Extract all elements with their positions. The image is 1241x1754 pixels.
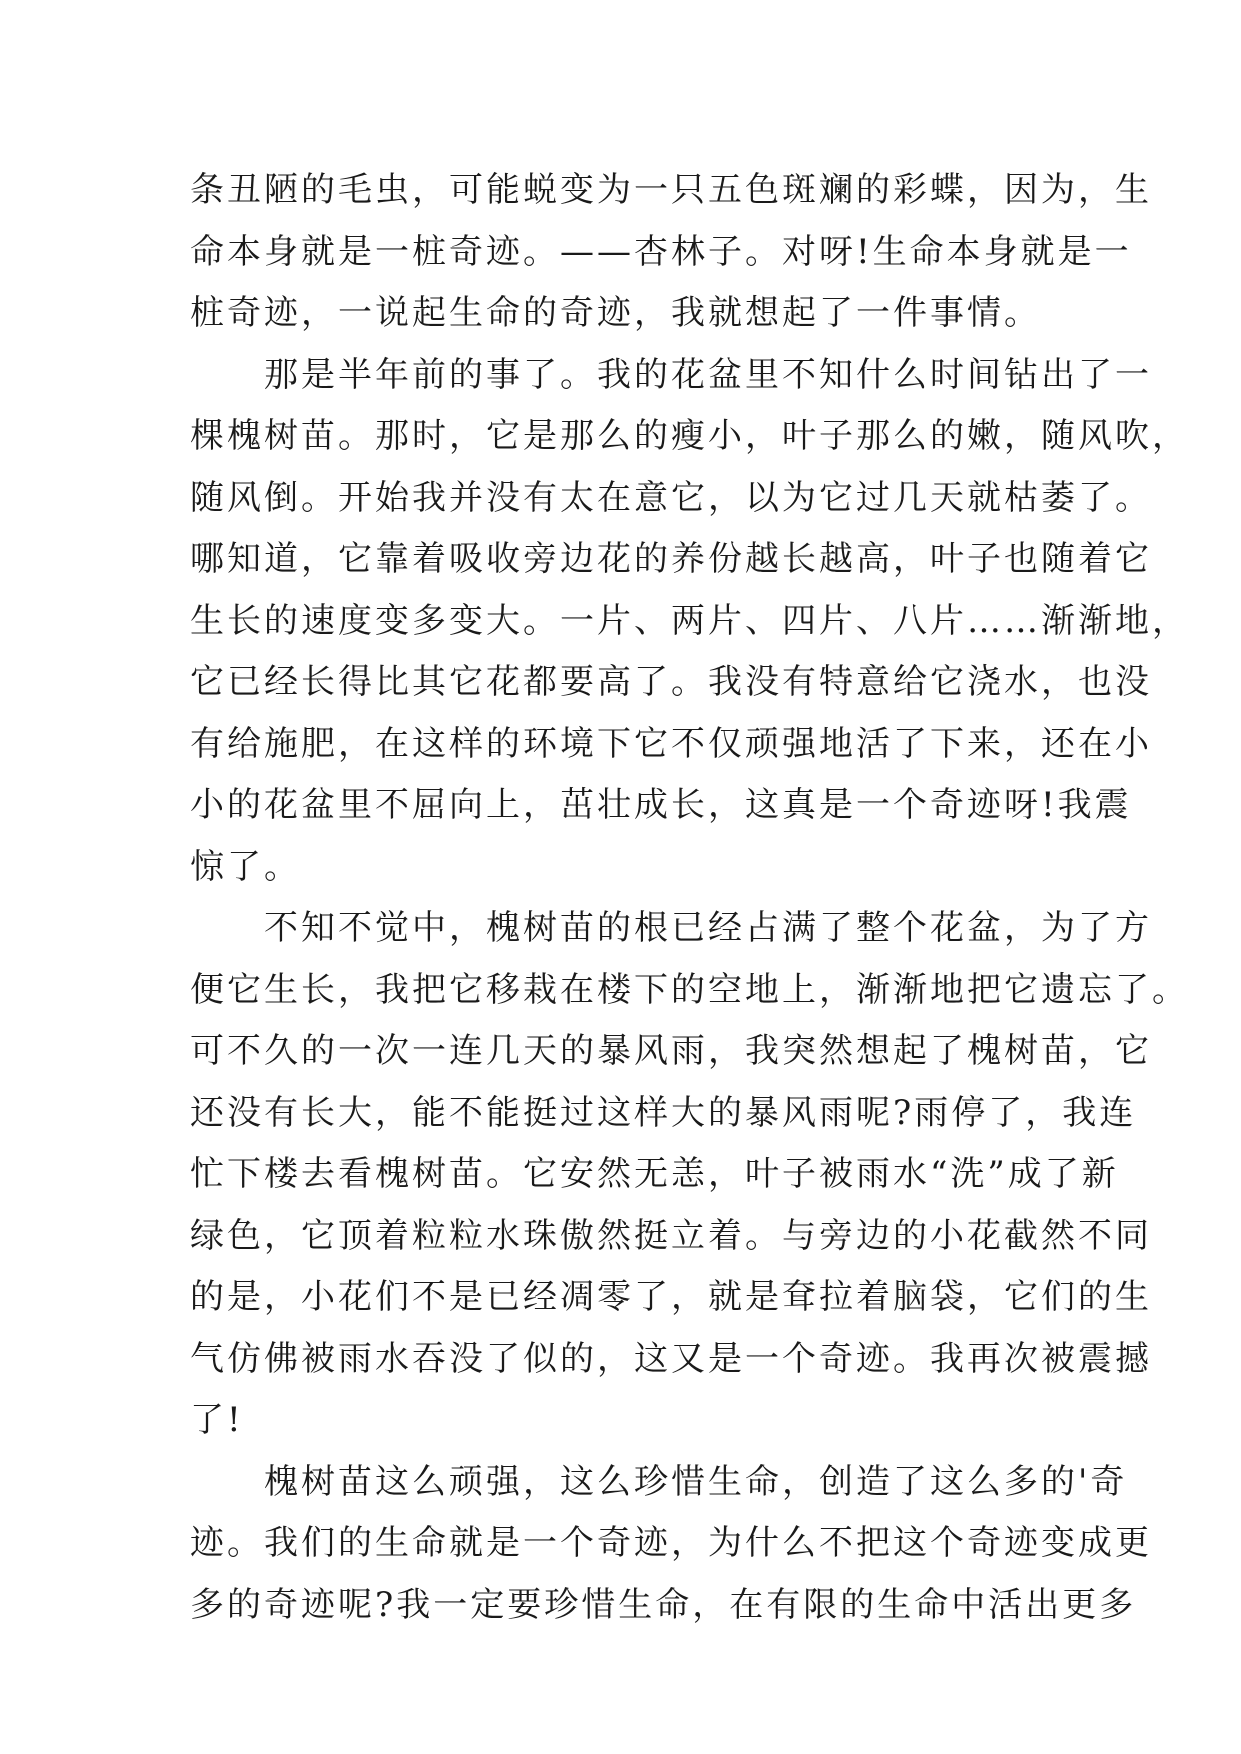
text-line: 生长的速度变多变大。一片、两片、四片、八片……渐渐地， — [190, 600, 1189, 641]
text-line: 绿色，它顶着粒粒水珠傲然挺立着。与旁边的小花截然不同 — [190, 1215, 1152, 1256]
text-line: 不知不觉中，槐树苗的根已经占满了整个花盆，为了方 — [190, 908, 1152, 948]
text-line: 气仿佛被雨水吞没了似的，这又是一个奇迹。我再次被震撼 — [190, 1338, 1152, 1379]
text-line: 棵槐树苗。那时，它是那么的瘦小，叶子那么的嫩，随风吹， — [190, 416, 1189, 456]
text-line: 可不久的一次一连几天的暴风雨，我突然想起了槐树苗，它 — [190, 1031, 1152, 1071]
text-line: 多的奇迹呢?我一定要珍惜生命，在有限的生命中活出更多 — [190, 1584, 1137, 1625]
text-line: 哪知道，它靠着吸收旁边花的养份越长越高，叶子也随着它 — [190, 539, 1152, 579]
text-line: 槐树苗这么顽强，这么珍惜生命，创造了这么多的'奇 — [190, 1461, 1128, 1502]
text-line: 还没有长大，能不能挺过这样大的暴风雨呢?雨停了，我连 — [190, 1092, 1137, 1133]
text-line: 桩奇迹，一说起生命的奇迹，我就想起了一件事情。 — [190, 293, 1041, 333]
text-line: 随风倒。开始我并没有太在意它，以为它过几天就枯萎了。 — [190, 477, 1152, 518]
text-line: 有给施肥，在这样的环境下它不仅顽强地活了下来，还在小 — [190, 723, 1152, 764]
text-line: 它已经长得比其它花都要高了。我没有特意给它浇水，也没 — [190, 662, 1152, 702]
text-line: 便它生长，我把它移栽在楼下的空地上，渐渐地把它遗忘了。 — [190, 969, 1189, 1010]
text-line: 迹。我们的生命就是一个奇迹，为什么不把这个奇迹变成更 — [190, 1523, 1152, 1563]
text-line: 忙下楼去看槐树苗。它安然无恙，叶子被雨水“洗”成了新 — [190, 1154, 1119, 1194]
text-line: 那是半年前的事了。我的花盆里不知什么时间钻出了一 — [190, 354, 1152, 395]
text-line: 小的花盆里不屈向上，茁壮成长，这真是一个奇迹呀!我震 — [190, 785, 1132, 825]
text-line: 条丑陋的毛虫，可能蜕变为一只五色斑斓的彩蝶，因为，生 — [190, 170, 1152, 210]
text-line: 的是，小花们不是已经凋零了，就是耷拉着脑袋，它们的生 — [190, 1277, 1152, 1317]
text-line: 命本身就是一桩奇迹。——杏林子。对呀!生命本身就是一 — [190, 231, 1132, 272]
text-line: 了! — [190, 1400, 244, 1440]
essay-body — [190, 160, 1189, 1636]
text-line: 惊了。 — [190, 846, 301, 887]
